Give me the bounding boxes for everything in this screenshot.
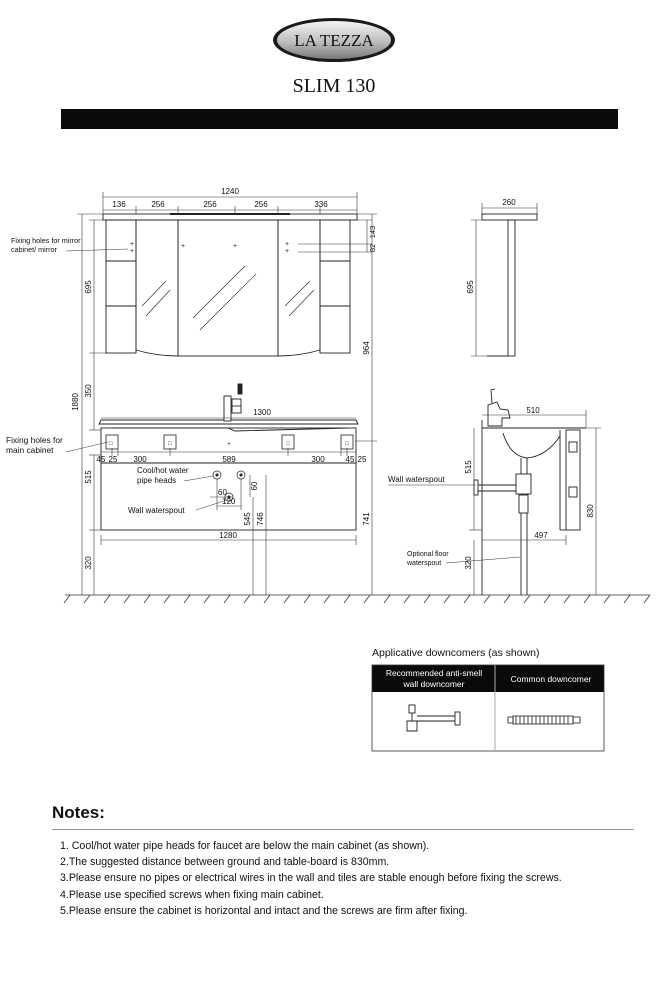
dim-hole-25-left: 25	[108, 455, 118, 464]
dim-320-side: 320	[464, 556, 473, 570]
dim-320-front: 320	[84, 556, 93, 570]
front-left-dims	[77, 214, 106, 595]
svg-text:main cabinet: main cabinet	[6, 445, 54, 455]
note-item: 1. Cool/hot water pipe heads for faucet are below the main cabinet (as shown).	[60, 840, 430, 852]
dim-143: 143	[368, 225, 377, 239]
dim-515-front: 515	[84, 470, 93, 484]
dim-top-2: 256	[151, 200, 165, 209]
dim-695-front: 695	[84, 280, 93, 294]
dim-545: 545	[243, 512, 252, 526]
dim-hole-45-right: 45	[345, 455, 355, 464]
svg-text:+: +	[129, 248, 135, 255]
side-basin	[482, 420, 586, 595]
dim-510: 510	[526, 406, 540, 415]
dim-hole-25-right: 25	[357, 455, 367, 464]
side-dims	[469, 410, 601, 595]
anti-smell-downcomer-icon	[407, 705, 460, 731]
side-floor-label	[406, 551, 520, 567]
svg-text:+: +	[180, 243, 186, 250]
dim-120: 120	[222, 497, 236, 506]
dim-hole-45-left: 45	[96, 455, 106, 464]
svg-text:Fixing holes for: Fixing holes for	[6, 435, 63, 445]
pipe-label	[137, 466, 213, 485]
svg-text:□: □	[109, 441, 113, 447]
downcomers-table	[372, 665, 604, 751]
wall-waterspout-front	[128, 500, 227, 515]
notes-divider	[52, 829, 634, 830]
dim-350: 350	[84, 384, 93, 398]
dim-top-1: 136	[112, 200, 126, 209]
dim-1880: 1880	[71, 393, 80, 411]
downcomers-title: Applicative downcomers (as shown)	[372, 647, 540, 659]
svg-text:Wall waterspout: Wall waterspout	[388, 475, 445, 484]
front-right-dims	[355, 214, 377, 595]
svg-text:+: +	[284, 248, 290, 255]
svg-text:□: □	[286, 441, 290, 447]
side-mirror-dims	[471, 203, 537, 356]
note-item: 2.The suggested distance between ground and table-board is 830mm.	[60, 856, 390, 869]
side-drain	[474, 458, 531, 595]
downcomer-col1-line1: Recommended anti-smell	[385, 668, 483, 678]
dim-830: 830	[586, 504, 595, 518]
dim-964: 964	[362, 341, 371, 355]
note-item: 5.Please ensure the cabinet is horizontal and intact and the screws are firm after fixing.	[60, 904, 468, 917]
dim-60-a: 60	[218, 488, 227, 497]
dim-497: 497	[534, 531, 548, 540]
dim-746: 746	[256, 512, 265, 526]
side-waterspout-label	[388, 475, 476, 485]
notes-list	[60, 838, 660, 919]
dim-hole-589: 589	[222, 455, 236, 464]
svg-text:+: +	[129, 241, 135, 248]
dim-hole-300-right: 300	[311, 455, 325, 464]
svg-text:□: □	[345, 441, 349, 447]
dim-60-b: 60	[250, 481, 259, 491]
downcomer-col2: Common downcomer	[510, 674, 592, 684]
svg-text:Cool/hot water: Cool/hot water	[137, 466, 189, 475]
main-fixing-label	[6, 435, 108, 455]
side-faucet	[488, 389, 510, 426]
svg-text:+: +	[227, 442, 231, 448]
brand-logo	[273, 18, 395, 62]
front-faucet	[224, 384, 242, 421]
svg-text:Wall waterspout: Wall waterspout	[128, 506, 185, 515]
floor-line	[64, 595, 650, 603]
svg-text:waterspout: waterspout	[407, 560, 442, 567]
dim-82: 82	[368, 243, 377, 253]
dim-1280: 1280	[219, 531, 237, 540]
notes-title: Notes:	[52, 803, 105, 822]
dim-741: 741	[362, 512, 371, 526]
svg-text:+: +	[284, 241, 290, 248]
svg-text:Fixing holes for mirror: Fixing holes for mirror	[11, 236, 81, 245]
title-bar	[61, 109, 618, 129]
svg-text:□: □	[168, 441, 172, 447]
mirror-right-dims	[298, 220, 372, 252]
dim-hole-300-left: 300	[133, 455, 147, 464]
note-item: 3.Please ensure no pipes or electrical wires in the wall and tiles are stable enough before fixing the screws.	[60, 872, 562, 885]
note-item: 4.Please use specified screws when fixing main cabinet.	[60, 888, 324, 901]
dim-top-3: 256	[203, 200, 217, 209]
dim-260: 260	[502, 198, 516, 207]
mirror-fixing-holes	[130, 241, 289, 255]
front-basin	[99, 420, 358, 431]
drop-dims	[253, 475, 266, 595]
svg-text:pipe heads: pipe heads	[137, 476, 177, 485]
svg-text:Optional floor: Optional floor	[407, 551, 449, 558]
model-name: SLIM 130	[292, 75, 376, 97]
dim-515-side: 515	[464, 460, 473, 474]
logo-text: LA TEZZA	[294, 31, 374, 50]
dim-1300: 1300	[253, 408, 271, 417]
dim-top-4: 256	[254, 200, 268, 209]
common-downcomer-icon	[508, 716, 580, 724]
dim-overall-width: 1240	[221, 187, 239, 196]
dim-695-side: 695	[466, 280, 475, 294]
downcomer-col1-line2: wall downcomer	[403, 679, 465, 689]
side-mirror	[482, 214, 537, 356]
svg-text:+: +	[232, 243, 238, 250]
svg-text:cabinet/ mirror: cabinet/ mirror	[11, 245, 57, 254]
front-mirror-cabinet	[103, 214, 357, 356]
dim-top-5: 336	[314, 200, 328, 209]
mirror-fixing-label	[11, 236, 128, 254]
